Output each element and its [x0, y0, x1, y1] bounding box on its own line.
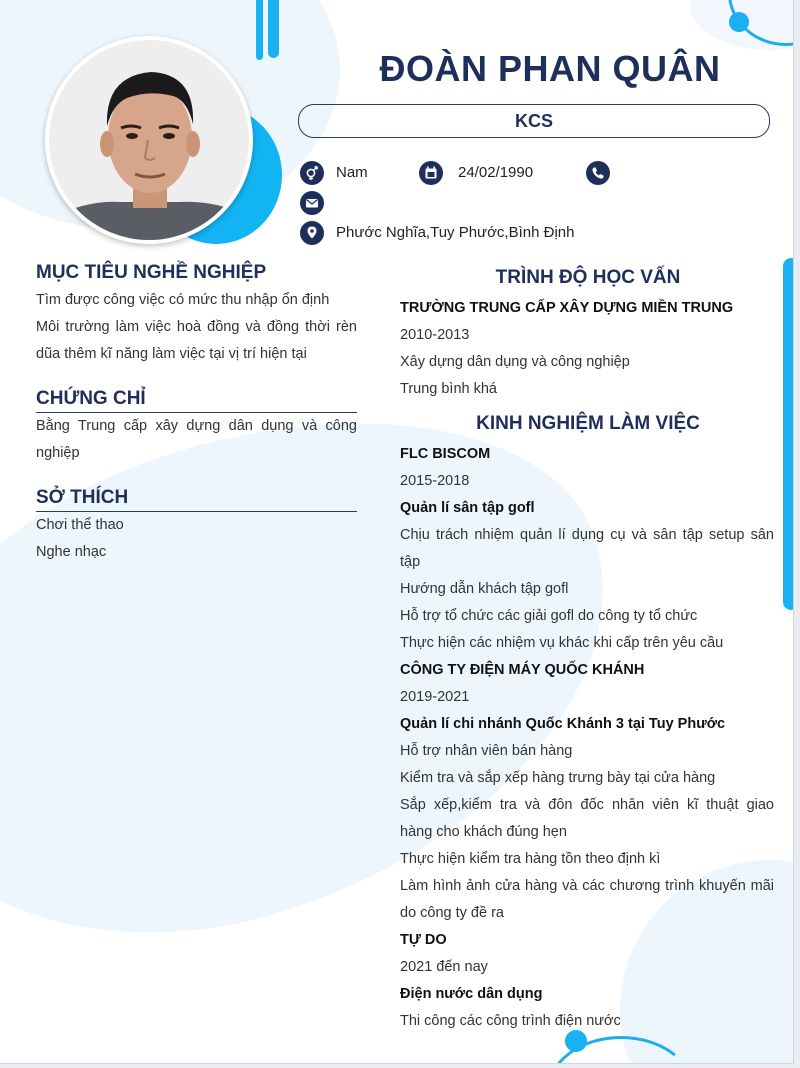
objective-line: Tìm được công việc có mức thu nhập ổn định	[36, 292, 330, 308]
job-duty: Kiểm tra và sắp xếp hàng trưng bày tại cửa hàng	[400, 770, 716, 786]
decor-bar	[256, 0, 263, 60]
certificate-line: nghiệp	[36, 445, 80, 461]
job-role: Điện nước dân dụng	[400, 986, 543, 1002]
job-duty: Thực hiện kiểm tra hàng tồn theo định kì	[400, 851, 661, 867]
decor-bar	[268, 0, 279, 58]
job-duty: tập	[400, 554, 421, 570]
hobbies-heading: SỞ THÍCH	[36, 487, 129, 508]
candidate-name: ĐOÀN PHAN QUÂN	[379, 48, 721, 89]
job-duty: Sắp xếp,kiểm tra và đôn đốc nhân viên kĩ thuật giao	[400, 797, 774, 813]
location-icon	[300, 221, 324, 245]
objective-line: dũa thêm kĩ năng làm việc tại vị trí hiện tại	[36, 346, 307, 362]
job-duty: Chịu trách nhiệm quản lí dụng cụ và sân tập setup sân	[400, 527, 774, 543]
section-divider	[36, 511, 357, 512]
decor-dot	[565, 1030, 587, 1052]
job-duty: Hỗ trợ tổ chức các giải gofl do công ty tổ chức	[400, 608, 698, 624]
education-period: 2010-2013	[400, 327, 470, 343]
education-major: Xây dựng dân dụng và công nghiệp	[400, 354, 630, 370]
job-duty: Hỗ trợ nhân viên bán hàng	[400, 743, 573, 759]
address-value: Phước Nghĩa,Tuy Phước,Bình Định	[336, 224, 575, 241]
gender-value: Nam	[336, 164, 368, 181]
job-role: Quản lí sân tập gofl	[400, 500, 535, 516]
company-name: TỰ DO	[400, 932, 447, 948]
certificates-heading: CHỨNG CHỈ	[36, 388, 146, 409]
job-duty: do công ty đề ra	[400, 905, 504, 921]
birthdate-value: 24/02/1990	[458, 164, 534, 181]
objective-heading: MỤC TIÊU NGHỀ NGHIỆP	[36, 262, 267, 283]
objective-line: Môi trường làm việc hoà đồng và đồng thời rèn	[36, 319, 357, 335]
avatar-photo	[49, 40, 249, 240]
hobby-item: Nghe nhạc	[36, 544, 107, 560]
school-name: TRƯỜNG TRUNG CẤP XÂY DỰNG MIỀN TRUNG	[400, 300, 734, 316]
education-grade: Trung bình khá	[400, 381, 497, 397]
decor-dot	[729, 12, 749, 32]
hobby-item: Chơi thể thao	[36, 517, 124, 533]
calendar-icon	[419, 161, 443, 185]
job-period: 2015-2018	[400, 473, 470, 489]
certificate-line: Bằng Trung cấp xây dựng dân dụng và công	[36, 418, 357, 434]
gender-icon	[300, 161, 324, 185]
job-duty: Làm hình ảnh cửa hàng và các chương trình khuyến mãi	[400, 878, 774, 894]
job-duty: Thực hiện các nhiệm vụ khác khi cấp trên yêu cầu	[400, 635, 724, 651]
company-name: CÔNG TY ĐIỆN MÁY QUỐC KHÁNH	[400, 662, 645, 678]
company-name: FLC BISCOM	[400, 446, 491, 462]
section-divider	[36, 412, 357, 413]
job-duty: Hướng dẫn khách tập gofl	[400, 581, 569, 597]
job-period: 2019-2021	[400, 689, 470, 705]
decor-side-bar	[783, 258, 794, 610]
experience-heading: KINH NGHIỆM LÀM VIỆC	[476, 413, 700, 434]
job-title: KCS	[514, 111, 553, 131]
job-period: 2021 đến nay	[400, 959, 488, 975]
job-duty: Thi công các công trình điện nước	[400, 1013, 621, 1029]
email-icon	[300, 191, 324, 215]
job-duty: hàng cho khách đúng hẹn	[400, 824, 567, 840]
job-role: Quản lí chi nhánh Quốc Khánh 3 tại Tuy Phước	[400, 716, 726, 732]
avatar	[45, 36, 253, 244]
job-title-badge	[298, 104, 770, 138]
education-heading: TRÌNH ĐỘ HỌC VẤN	[495, 267, 681, 288]
phone-icon	[586, 161, 610, 185]
